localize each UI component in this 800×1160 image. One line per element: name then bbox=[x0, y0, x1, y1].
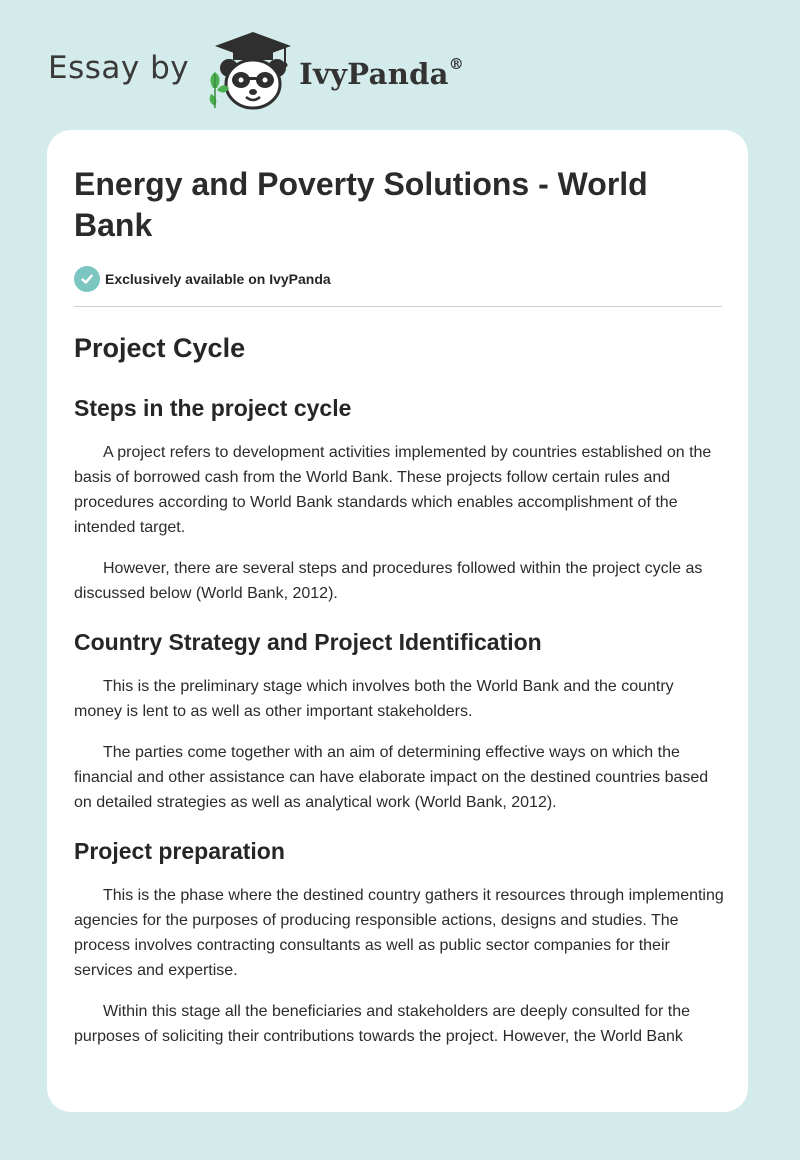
check-icon bbox=[74, 266, 100, 292]
subsection-heading: Country Strategy and Project Identification bbox=[74, 629, 542, 655]
panda-graduate-icon bbox=[203, 30, 295, 114]
paragraph: A project refers to development activities implemented by countries established on the basis of borrowed cash from the World Bank. These projects follow certain rules and procedures according to World Bank standards which enables accomplishment of the intended target. bbox=[74, 444, 712, 536]
subsection-heading: Steps in the project cycle bbox=[74, 395, 352, 421]
essay-card bbox=[47, 130, 748, 1112]
exclusive-badge bbox=[74, 266, 722, 292]
badge-label: Exclusively available on IvyPanda bbox=[105, 271, 331, 287]
essay-by-label: Essay by bbox=[48, 50, 190, 86]
paragraph: However, there are several steps and procedures followed within the project cycle as discussed below (World Bank, 2012). bbox=[74, 560, 703, 602]
paragraph: This is the phase where the destined country gathers it resources through implementing agencies for the purposes of producing responsible actions, designs and studies. The process involves contracting consultants as well as public sector companies for their services and expertise. bbox=[74, 887, 724, 979]
paragraph: This is the preliminary stage which involves both the World Bank and the country money is lent to as well as other important stakeholders. bbox=[74, 678, 674, 720]
brand-name[interactable]: IvyPanda® bbox=[299, 55, 465, 91]
paragraph: The parties come together with an aim of determining effective ways on which the financial and other assistance can have elaborate impact on the destined countries based on detailed strategies as well as analytical work (World Bank, 2012). bbox=[74, 744, 709, 811]
subsection-heading: Project preparation bbox=[74, 838, 285, 864]
site-header bbox=[48, 30, 464, 114]
paragraph: Within this stage all the beneficiaries and stakeholders are deeply consulted for the purposes of soliciting their contributions towards the project. However, the World Bank bbox=[74, 1003, 691, 1045]
page-title: Energy and Poverty Solutions - World Bank bbox=[74, 166, 648, 243]
divider bbox=[74, 306, 722, 307]
section-heading: Project Cycle bbox=[74, 333, 246, 363]
